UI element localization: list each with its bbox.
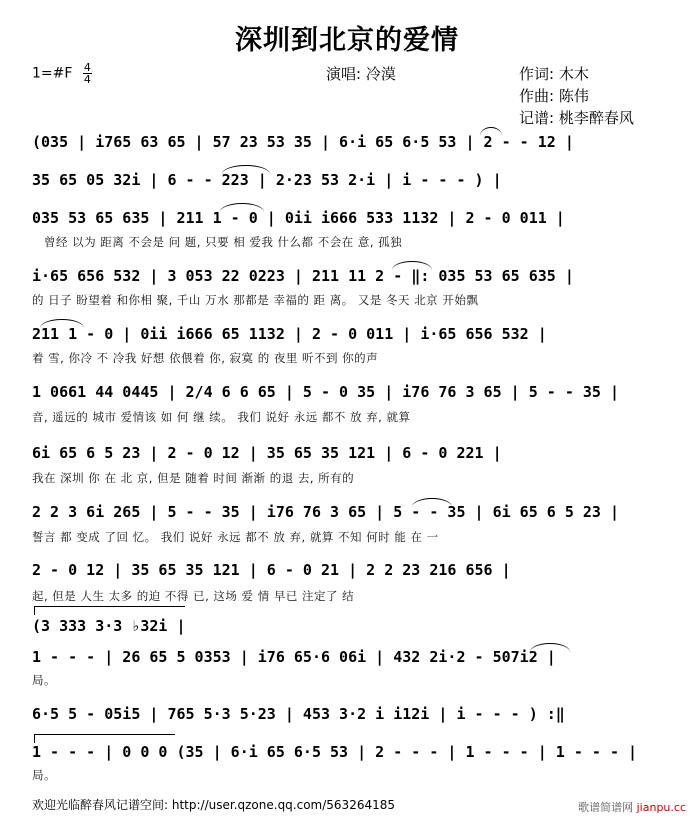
score-line-11: 1 - - - | 26 65 5 0353 | i76 65·6 06i | 432 2i·2 - 507i2 | [32,648,556,666]
lyrics-line-5: 着 雪, 你冷 不 冷我 好想 依偎着 你, 寂寞 的 夜里 听不到 你的声 [32,351,379,365]
time-signature: $\frac{4}{4}$ [83,61,91,86]
lyrics-line-7: 我在 深圳 你 在 北 京, 但是 随着 时间 渐渐 的退 去, 所有的 [32,471,355,485]
score-line-12: 6·5 5 - 05i5 | 765 5·3 5·23 | 453 3·2 i i12i | i - - - ) :‖ [32,705,565,723]
lyricist-credit: 作词: 木木 [519,65,589,83]
score-line-8: 2 2 3 6i 265 | 5 - - 35 | i76 76 3 65 | 5 - - 35 | 6i 65 6 5 23 | [32,503,619,521]
score-line-4: i·65 656 532 | 3 053 22 0223 | 211 11 2 - ‖: 035 53 65 635 | [32,267,574,285]
lyrics-line-8: 誓言 都 变成 了回 忆。 我们 说好 永远 都不 放 弃, 就算 不知 何时 能 在 一 [32,530,439,544]
slur-arc [220,203,264,212]
score-line-13: 1 - - - | 0 0 0 (35 | 6·i 65 6·5 53 | 2 - - - | 1 - - - | 1 - - - | [32,743,638,761]
score-line-7: 6i 65 6 5 23 | 2 - 0 12 | 35 65 35 121 | 6 - 0 221 | [32,444,502,462]
volta-bracket-1 [34,606,185,615]
composer-credit: 作曲: 陈伟 [519,87,589,105]
slur-arc [412,498,452,507]
lyrics-line-13: 局。 [32,768,56,782]
score-line-2: 35 65 05 32i | 6 - - 223 | 2·23 53 2·i | i - - - ) | [32,171,502,189]
lyrics-line-3: 曾经 以为 距离 不会是 问 题, 只要 相 爱我 什么都 不会在 意, 孤独 [44,235,403,249]
score-line-3: 035 53 65 635 | 211 1 - 0 | 0ii i666 533 1132 | 2 - 0 011 | [32,209,565,227]
slur-arc [530,643,570,652]
score-line-10: (3 333 3·3 ♭32i | [32,617,186,635]
site-watermark: 歌谱简谱网 jianpu.cc [578,801,686,814]
score-line-1: (035 | i765 63 65 | 57 23 53 35 | 6·i 65 6·5 53 | 2 - - 12 | [32,133,574,151]
key-label: 1=#F [32,65,73,82]
score-line-6: 1 0661 44 0445 | 2/4 6 6 65 | 5 - 0 35 | i76 76 3 65 | 5 - - 35 | [32,383,619,401]
lyrics-line-4: 的 日子 盼望着 和你相 聚, 千山 万水 那都是 幸福的 距 离。 又是 冬天 北京 开始飘 [32,293,479,307]
transcriber-credit: 记谱: 桃李醉春风 [519,109,634,127]
singer-credit: 演唱: 冷漠 [326,65,396,83]
footer-credit: 欢迎光临醉春风记谱空间: http://user.qzone.qq.com/563264185 [32,798,396,812]
slur-arc [392,261,432,270]
slur-arc [40,319,84,328]
slur-arc [222,165,270,174]
lyrics-line-9: 起, 但是 人生 太多 的迫 不得 已, 这场 爱 情 早已 注定了 结 [32,589,355,603]
lyrics-line-11: 局。 [32,673,56,687]
key-signature [32,62,92,85]
slur-arc [480,127,502,136]
song-title: 深圳到北京的爱情 [235,25,459,56]
score-line-5: 211 1 - 0 | 0ii i666 65 1132 | 2 - 0 011 | i·65 656 532 | [32,325,547,343]
lyrics-line-6: 音, 遥远的 城市 爱情该 如 何 继 续。 我们 说好 永远 都不 放 弃, 就算 [32,410,411,424]
score-line-9: 2 - 0 12 | 35 65 35 121 | 6 - 0 21 | 2 2 23 216 656 | [32,561,511,579]
volta-bracket-2 [34,734,175,743]
